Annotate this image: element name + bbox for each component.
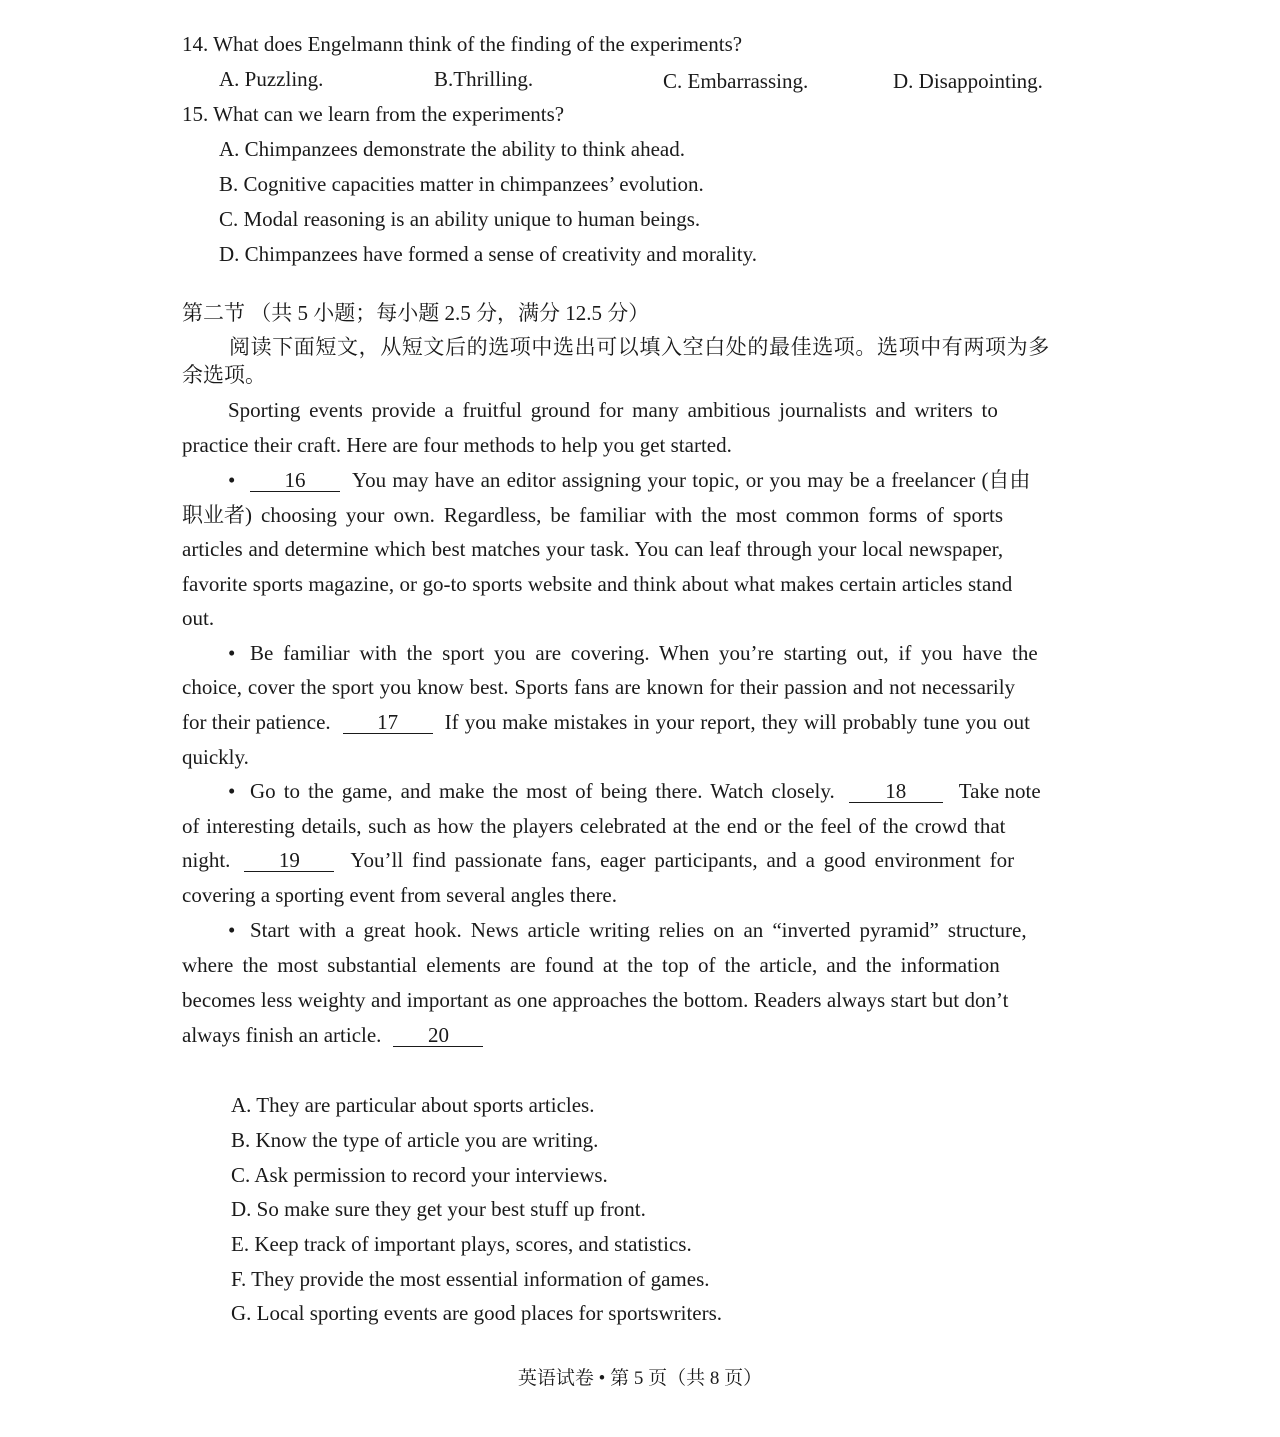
p3-line-1-before: Go to the game, and make the most of being there. Watch closely.: [250, 779, 835, 803]
p4-line-3: becomes less weighty and important as one approaches the bottom. Readers always start but don’t: [182, 988, 1009, 1012]
choice-g: G. Local sporting events are good places for sportswriters.: [231, 1301, 723, 1325]
p3-line-2: of interesting details, such as how the players celebrated at the end or the feel of the crowd that: [182, 814, 1006, 838]
q14-option-b: B.Thrilling.: [434, 67, 534, 91]
p3-line-3: [182, 843, 1014, 878]
section-heading: 第二节 （共 5 小题；每小题 2.5 分，满分 12.5 分）: [182, 301, 650, 325]
p3-line-1: [228, 774, 1041, 809]
p2-line-3: [182, 705, 1030, 740]
p1-line-5: out.: [182, 606, 215, 630]
p1-line-1: [228, 463, 1091, 498]
bullet-icon: •: [228, 918, 236, 942]
question-14-stem: 14. What does Engelmann think of the finding of the experiments?: [182, 32, 743, 56]
choice-e: E. Keep track of important plays, scores, and statistics.: [231, 1232, 692, 1256]
p4-line-1-text: Start with a great hook. News article writing relies on an “inverted pyramid” structure,: [250, 918, 1027, 942]
q15-option-d: D. Chimpanzees have formed a sense of creativity and morality.: [219, 242, 758, 266]
bullet-icon: •: [228, 641, 236, 665]
p2-line-2: choice, cover the sport you know best. Sports fans are known for their passion and not necessarily: [182, 675, 1016, 699]
q14-option-c: C. Embarrassing.: [663, 69, 809, 93]
instruction-line-2: 余选项。: [182, 363, 266, 387]
p3-line-4: covering a sporting event from several angles there.: [182, 883, 618, 907]
q15-option-c: C. Modal reasoning is an ability unique to human beings.: [219, 207, 701, 231]
instruction-line-1: [229, 330, 1091, 365]
intro-text-1: Sporting events provide a fruitful ground for many ambitious journalists and writers to: [228, 398, 998, 422]
p3-line-3-after: You’ll find passionate fans, eager participants, and a good environment for: [350, 848, 1015, 872]
q15-option-b: B. Cognitive capacities matter in chimpanzees’ evolution.: [219, 172, 704, 196]
q14-option-d: D. Disappointing.: [893, 69, 1043, 93]
blank-20: 20: [393, 1024, 483, 1047]
choice-a: A. They are particular about sports articles.: [231, 1093, 595, 1117]
p4-line-2: where the most substantial elements are found at the top of the article, and the information: [182, 953, 1000, 977]
p2-line-3-after: If you make mistakes in your report, they will probably tune you out: [444, 710, 1030, 734]
p2-line-4: quickly.: [182, 745, 249, 769]
blank-17: 17: [343, 711, 433, 734]
p1-line-2: 职业者) choosing your own. Regardless, be familiar with the most common forms of sports: [182, 503, 1004, 527]
p3-line-3-before: night.: [182, 848, 231, 872]
blank-19: 19: [244, 849, 334, 872]
intro-line-1: [228, 393, 1091, 428]
p2-line-1-text: Be familiar with the sport you are covering. When you’re starting out, if you have the: [250, 641, 1038, 665]
p1-line-4: favorite sports magazine, or go-to sports website and think about what makes certain articles stand: [182, 572, 1013, 596]
p4-line-1: [228, 913, 1027, 948]
p2-line-3-before: for their patience.: [182, 710, 331, 734]
intro-line-2: practice their craft. Here are four methods to help you get started.: [182, 433, 732, 457]
q15-option-a: A. Chimpanzees demonstrate the ability to think ahead.: [219, 137, 685, 161]
p3-line-1-after: Take note: [958, 779, 1041, 803]
p1-line-3: articles and determine which best matches your task. You can leaf through your local newspaper,: [182, 537, 1004, 561]
p4-line-4-before: always finish an article.: [182, 1023, 382, 1047]
p4-line-4: [182, 1018, 489, 1053]
bullet-icon: •: [228, 468, 236, 492]
p1-line-1-text: You may have an editor assigning your topic, or you may be a freelancer (自由: [352, 468, 1031, 492]
page-footer: 英语试卷 • 第 5 页（共 8 页）: [517, 1368, 763, 1389]
choice-c: C. Ask permission to record your interviews.: [231, 1163, 608, 1187]
bullet-icon: •: [228, 779, 236, 803]
choice-d: D. So make sure they get your best stuff up front.: [231, 1197, 646, 1221]
q14-option-a: A. Puzzling.: [219, 67, 324, 91]
instruction-text-1: 阅读下面短文，从短文后的选项中选出可以填入空白处的最佳选项。选项中有两项为多: [229, 335, 1050, 359]
choice-f: F. They provide the most essential information of games.: [231, 1267, 710, 1291]
question-15-stem: 15. What can we learn from the experiments?: [182, 102, 565, 126]
choice-b: B. Know the type of article you are writing.: [231, 1128, 599, 1152]
blank-16: 16: [250, 469, 340, 492]
p2-line-1: [228, 636, 1038, 671]
blank-18: 18: [849, 780, 943, 803]
